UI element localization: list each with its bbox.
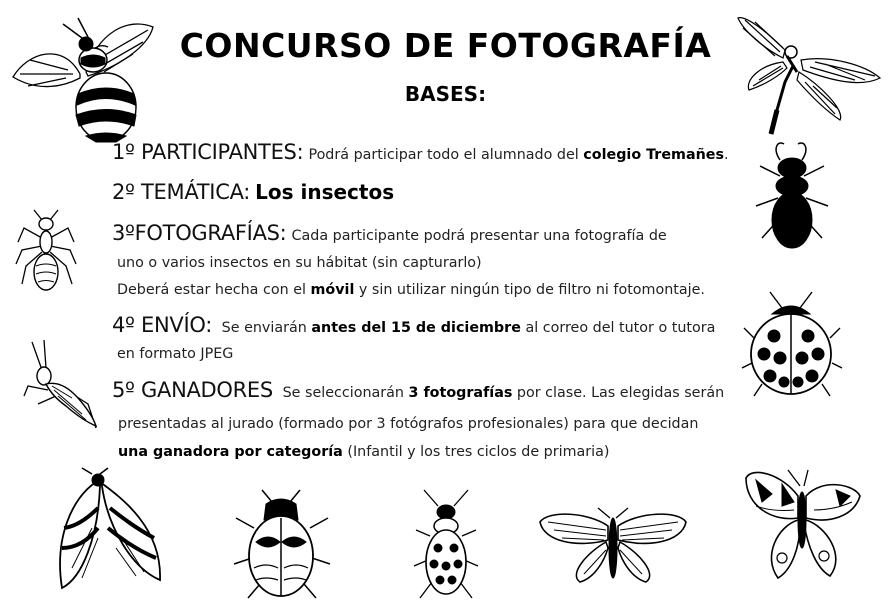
section-text: una ganadora por categoría (Infantil y los tres ciclos de primaria) <box>118 444 610 460</box>
grasshopper-icon <box>22 340 100 430</box>
ant-icon <box>12 208 82 298</box>
section-heading: 5º GANADORES <box>112 378 273 402</box>
ladybug-icon <box>742 288 842 398</box>
striped-moth-icon <box>538 508 688 590</box>
butterfly-icon <box>742 466 862 584</box>
section-text: Se enviarán antes del 15 de diciembre al correo del tutor o tutora <box>221 320 716 336</box>
page-title: CONCURSO DE FOTOGRAFÍA <box>179 26 712 65</box>
section-envio <box>112 313 715 337</box>
stag-beetle-icon <box>752 138 832 263</box>
dragonfly-icon <box>735 10 885 140</box>
leaf-beetle-icon <box>412 490 480 602</box>
section-text: Podrá participar todo el alumnado del colegio Tremañes. <box>308 147 729 163</box>
scarab-beetle-icon <box>232 488 332 600</box>
page-subtitle: BASES: <box>404 82 487 106</box>
section-ganadores <box>112 378 724 402</box>
moth-icon <box>52 468 167 603</box>
section-fotografias <box>112 221 667 245</box>
section-text: Se seleccionarán 3 fotografías por clase. Las elegidas serán <box>282 385 725 401</box>
section-text: Cada participante podrá presentar una fotografía de <box>291 228 667 244</box>
section-text: Deberá estar hecha con el móvil y sin utilizar ningún tipo de filtro ni fotomontaje. <box>117 282 705 298</box>
bee-icon <box>8 12 158 142</box>
section-heading: 2º TEMÁTICA: <box>112 180 251 204</box>
section-tematica <box>112 180 394 204</box>
section-heading: 4º ENVÍO: <box>112 313 213 337</box>
section-heading: 1º PARTICIPANTES: <box>112 140 304 164</box>
section-text: uno o varios insectos en su hábitat (sin capturarlo) <box>117 255 482 271</box>
section-text: Los insectos <box>255 180 395 204</box>
section-text: presentadas al jurado (formado por 3 fotógrafos profesionales) para que decidan <box>118 416 699 432</box>
section-participantes <box>112 140 729 164</box>
section-text: en formato JPEG <box>117 346 234 362</box>
section-heading: 3ºFOTOGRAFÍAS: <box>112 221 287 245</box>
